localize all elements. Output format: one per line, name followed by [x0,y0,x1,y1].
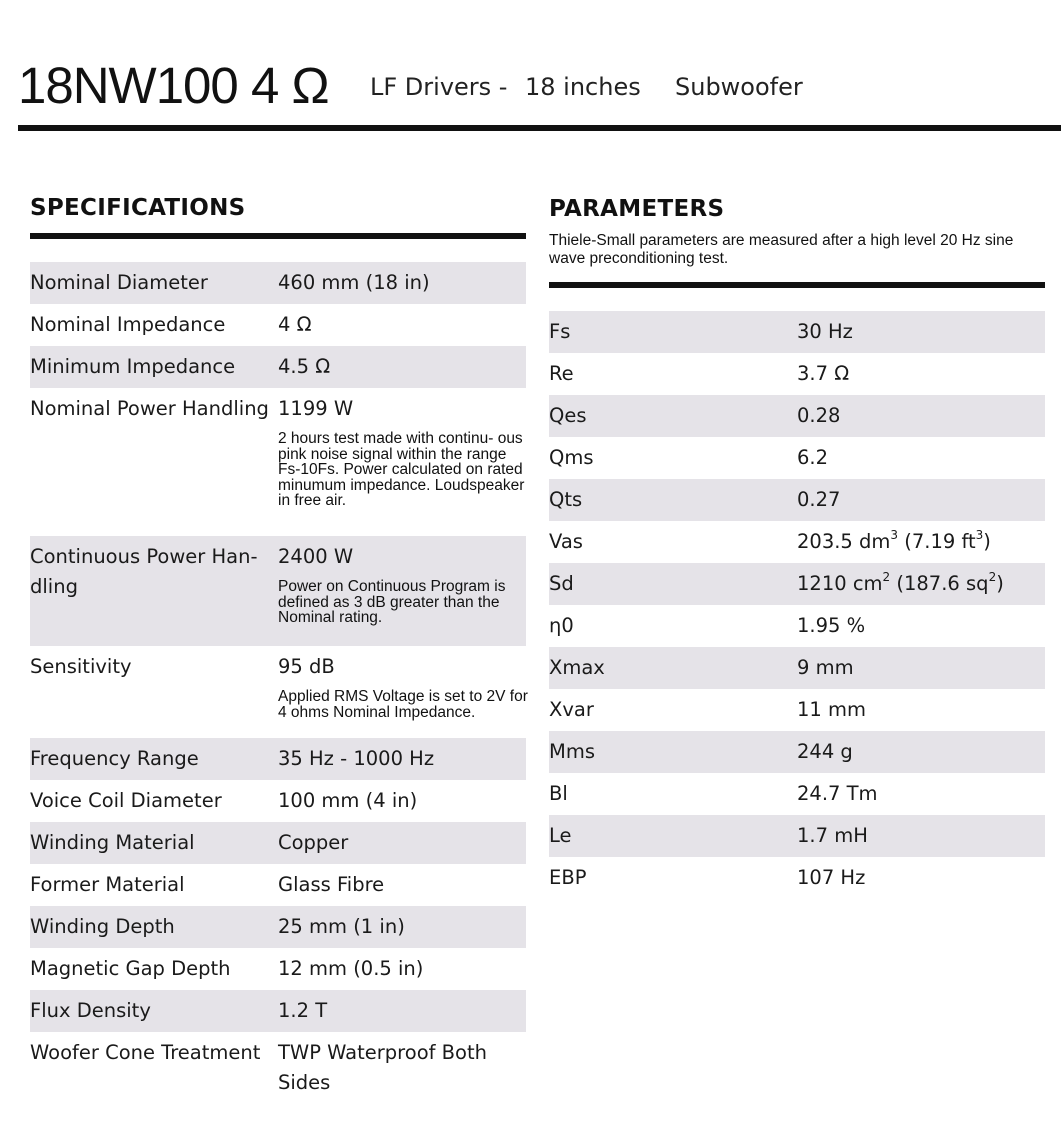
spec-label: Minimum Impedance [30,355,236,378]
param-label: Qts [549,488,583,511]
driver-type: Subwoofer [675,73,803,101]
spec-label: Winding Material [30,831,195,854]
spec-row [30,906,526,948]
spec-label: Nominal Impedance [30,313,226,336]
param-value: 30 Hz [797,320,853,343]
spec-row [30,646,526,738]
spec-label: Voice Coil Diameter [30,789,222,812]
parameters-divider [549,282,1045,288]
spec-label: Magnetic Gap Depth [30,957,231,980]
spec-label: Frequency Range [30,747,199,770]
spec-note: Applied RMS Voltage is set to 2V for 4 ohms Nominal Impedance. [278,688,528,721]
value-text: (187.6 sq [890,572,989,595]
param-row [549,857,1045,899]
param-label: Mms [549,740,595,763]
spec-row [30,948,526,990]
param-label: Sd [549,572,574,595]
spec-value: 460 mm (18 in) [278,271,430,294]
param-row [549,395,1045,437]
param-label: Qes [549,404,587,427]
spec-value: 1.2 T [278,999,328,1022]
param-row [549,479,1045,521]
spec-value: 95 dB [278,655,335,678]
spec-label: Sensitivity [30,655,132,678]
param-row [549,647,1045,689]
param-label: Vas [549,530,583,553]
spec-note: 2 hours test made with continu- ous pink noise signal within the range Fs-10Fs. Power calculated on rated minumum impedance. Loudspeaker in free air. [278,430,525,509]
param-value: 1.95 % [797,614,866,637]
spec-value: 100 mm (4 in) [278,789,418,812]
spec-row [30,1032,526,1104]
spec-label: Continuous Power Han- dling [30,545,258,598]
param-value: 1.7 mH [797,824,868,847]
parameters-note: Thiele-Small parameters are measured after a high level 20 Hz sine wave preconditioning test. [549,232,1014,267]
param-value: 24.7 Tm [797,782,878,805]
param-row [549,353,1045,395]
driver-category: LF Drivers - [370,73,508,101]
spec-value: Copper [278,831,349,854]
spec-note: Power on Continuous Program is defined as 3 dB greater than the Nominal rating. [278,578,506,626]
param-value [797,527,991,557]
model-title: 18NW100 4 Ω [18,57,329,114]
param-row [549,563,1045,605]
spec-label: Woofer Cone Treatment [30,1041,261,1064]
header-divider [18,125,1061,131]
param-row [549,311,1045,353]
param-label: Xvar [549,698,594,721]
superscript: 2 [988,569,997,584]
param-label: Qms [549,446,594,469]
param-row [549,773,1045,815]
param-value [797,569,1004,599]
spec-value: 4.5 Ω [278,355,331,378]
parameters-table [549,311,1045,899]
param-row [549,731,1045,773]
specifications-table [30,262,526,1104]
param-row [549,437,1045,479]
param-label: η0 [549,614,574,637]
spec-row [30,262,526,304]
param-value: 3.7 Ω [797,362,850,385]
spec-row [30,990,526,1032]
value-text: ) [996,572,1004,595]
spec-row [30,780,526,822]
param-value: 244 g [797,740,853,763]
superscript: 3 [975,527,984,542]
spec-value: TWP Waterproof Both Sides [278,1041,487,1094]
driver-size: 18 inches [525,73,641,101]
spec-row [30,864,526,906]
specifications-title: SPECIFICATIONS [30,195,246,221]
spec-value: 12 mm (0.5 in) [278,957,424,980]
parameters-title: PARAMETERS [549,196,725,222]
param-row [549,815,1045,857]
param-label: Re [549,362,574,385]
spec-row [30,304,526,346]
specifications-divider [30,233,526,239]
spec-row [30,346,526,388]
param-label: Bl [549,782,568,805]
superscript: 3 [890,527,899,542]
param-label: Xmax [549,656,605,679]
param-row [549,521,1045,563]
spec-label: Flux Density [30,999,151,1022]
spec-row [30,822,526,864]
spec-value: Glass Fibre [278,873,385,896]
spec-value: 2400 W [278,545,354,568]
page-header [0,0,1061,132]
param-value: 107 Hz [797,866,866,889]
param-row [549,689,1045,731]
param-value: 6.2 [797,446,829,469]
spec-value: 35 Hz - 1000 Hz [278,747,435,770]
param-row [549,605,1045,647]
value-text: 203.5 dm [797,530,891,553]
spec-row [30,536,526,646]
param-label: Le [549,824,572,847]
param-value: 9 mm [797,656,854,679]
value-text: ) [983,530,991,553]
param-value: 11 mm [797,698,867,721]
param-label: Fs [549,320,571,343]
spec-row [30,738,526,780]
spec-label: Nominal Power Handling [30,397,269,420]
param-value: 0.27 [797,488,841,511]
spec-label: Nominal Diameter [30,271,208,294]
spec-label: Former Material [30,873,185,896]
value-text: 1210 cm [797,572,883,595]
superscript: 2 [882,569,891,584]
value-text: (7.19 ft [898,530,976,553]
spec-value: 1199 W [278,397,354,420]
spec-label: Winding Depth [30,915,175,938]
param-label: EBP [549,866,587,889]
param-value: 0.28 [797,404,841,427]
spec-value: 25 mm (1 in) [278,915,405,938]
spec-row [30,388,526,536]
spec-value: 4 Ω [278,313,312,336]
